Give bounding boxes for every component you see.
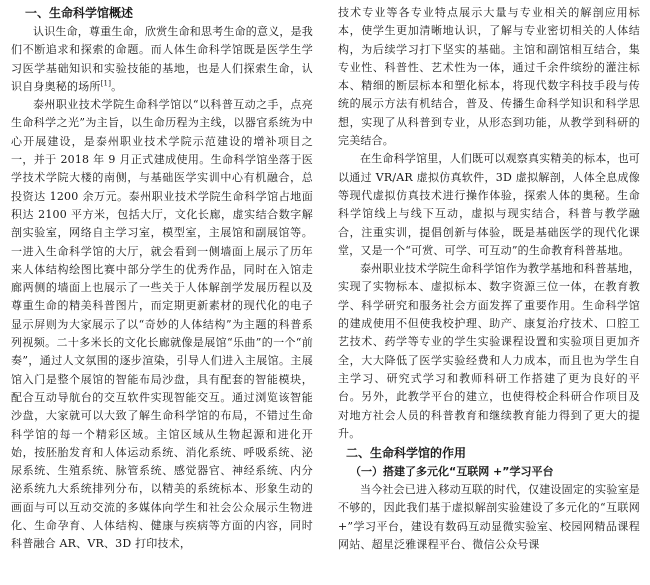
- paragraph-museum-description: 泰州职业技术学院生命科学馆以“以科普互动之手，点亮生命科学之光”为主旨，以生命历程为主线，以器官系统为中心开展建设，是泰州职业技术学院示范建设的增补项目之一，并于 2018 年 9 月正式建成使用。生命科学馆坐落于医学技术学院大楼的南侧，与基础医学实训中心有机融合，总投资达 1200 余万元。泰州职业技术学院生命科学馆占地面积达 2100 平方米，包括大厅，文化长廊，虚实结合数字解剖实验室，网络自主学习室，模型室，主展馆和副展馆等。一进入生命科学馆的大厅，就会看到一侧墙面上展示了历年来人体结构绘图比赛中部分学生的优秀作品，同时在入馆走廊两侧的墙面上也展示了一些关于人体解剖学发展历程以及尊重生命的精美科普图片，而定期更新素材的现代化的电子显示屏则为大家展示了以“奇妙的人体结构”为主题的科普系列视频。二十多米长的文化长廊就像是展馆“乐曲”的一个“前奏”，通过人文氛围的逐步渲染，引导人们进入主展馆。主展馆入门是整个展馆的智能布局沙盘，具有配套的智能模块，配合互动导航台的交互软件实现智能交互。通过浏览该智能沙盘，大家就可以大致了解生命科学馆的布局，不错过生命科学馆的每一个精彩区域。主馆区域从生物起源和进化开始，按胚胎发育和人体运动系统、消化系统、呼吸系统、泌尿系统、生殖系统、脉管系统、感觉器官、神经系统、内分泌系统九大系统排列分布，以精美的系统标本、形象生动的画面与可以互动交流的多媒体向学生和社会公众展示生物进化、生命孕育、人体结构、健康与疾病等方面的内容，同时科普融合 AR、VR、3D 打印技术，: [11, 98, 313, 551]
- section-heading-overview: 一、生命科学馆概述: [25, 6, 134, 20]
- paragraph-end: 。: [111, 79, 123, 93]
- left-column: [11, 4, 313, 554]
- paragraph-continued: 技术专业等各专业特点展示大量与专业相关的解剖应用标本，使学生更加清晰地认识，了解与专业密切相关的人体结构，为后续学习打下坚实的基础。主馆和副馆相互结合，集专业性、科普性、艺术性为一体，通过千余件缤纷的灌注标本、精细的断层标本和塑化标本，将现代数字科技手段与传统的展示方法有机结合，普及、传播生命科学知识和科学思想，实现了从科普到专业，从形态到功能，从教学到科研的完美结合。: [338, 6, 640, 148]
- right-column: [338, 4, 640, 554]
- paragraph-text: 认识生命，尊重生命，欣赏生命和思考生命的意义，是我们不断追求和探索的命题。而人体生命科学馆既是医学生学习医学基础知识和实验技能的基地，也是人们探索生命，认识自身奥秘的场所: [11, 25, 313, 93]
- subsection-heading-platform: （一）搭建了多元化“互联网 +”学习平台: [350, 465, 554, 479]
- citation-marker: [1]: [100, 79, 112, 88]
- paragraph-intro: [11, 23, 313, 96]
- section-heading-role: 二、生命科学馆的作用: [346, 446, 467, 461]
- paragraph-virtual-experience: 在生命科学馆里，人们既可以观察真实精美的标本，也可以通过 VR/AR 虚拟仿真软件，3D 虚拟解剖，人体全息成像等现代虚拟仿真技术进行操作体验，探索人体的奥秘。生命科学馆线上与线下互动，虚拟与现实结合，科普与教学融合，注重实训，提倡创新与体验，既是基础医学的现代化课堂，又是一个“可赏、可学、可互动”的生命教育科普基地。: [338, 152, 640, 257]
- paragraph-teaching-base: 泰州职业技术学院生命科学馆作为教学基地和科普基地，实现了实物标本、虚拟标本、数字资源三位一体，在教育教学、科学研究和服务社会方面发挥了重要作用。生命科学馆的建成使用不但使我校护理、助产、康复治疗技术、口腔工艺技术、药学等专业的学生实验课程设置和实验项目更加齐全，大大降低了医学实验经费和人力成本，而且也为学生自主学习、研究式学习和教师科研工作搭建了更为良好的平台。另外，此教学平台的建立，也使得校企科研合作项目及对地方社会人员的科普教育和继续教育能力得到了更大的提升。: [338, 262, 640, 440]
- paragraph-internet-platform: 当今社会已进入移动互联的时代，仅建设固定的实验室是不够的，因此我们基于虚拟解剖实验建设了多元化的“互联网 +”学习平台，建设有数码互动显微实验室、校园网精品课程网站、超星泛雅课程平台、微信公众号课: [338, 483, 640, 552]
